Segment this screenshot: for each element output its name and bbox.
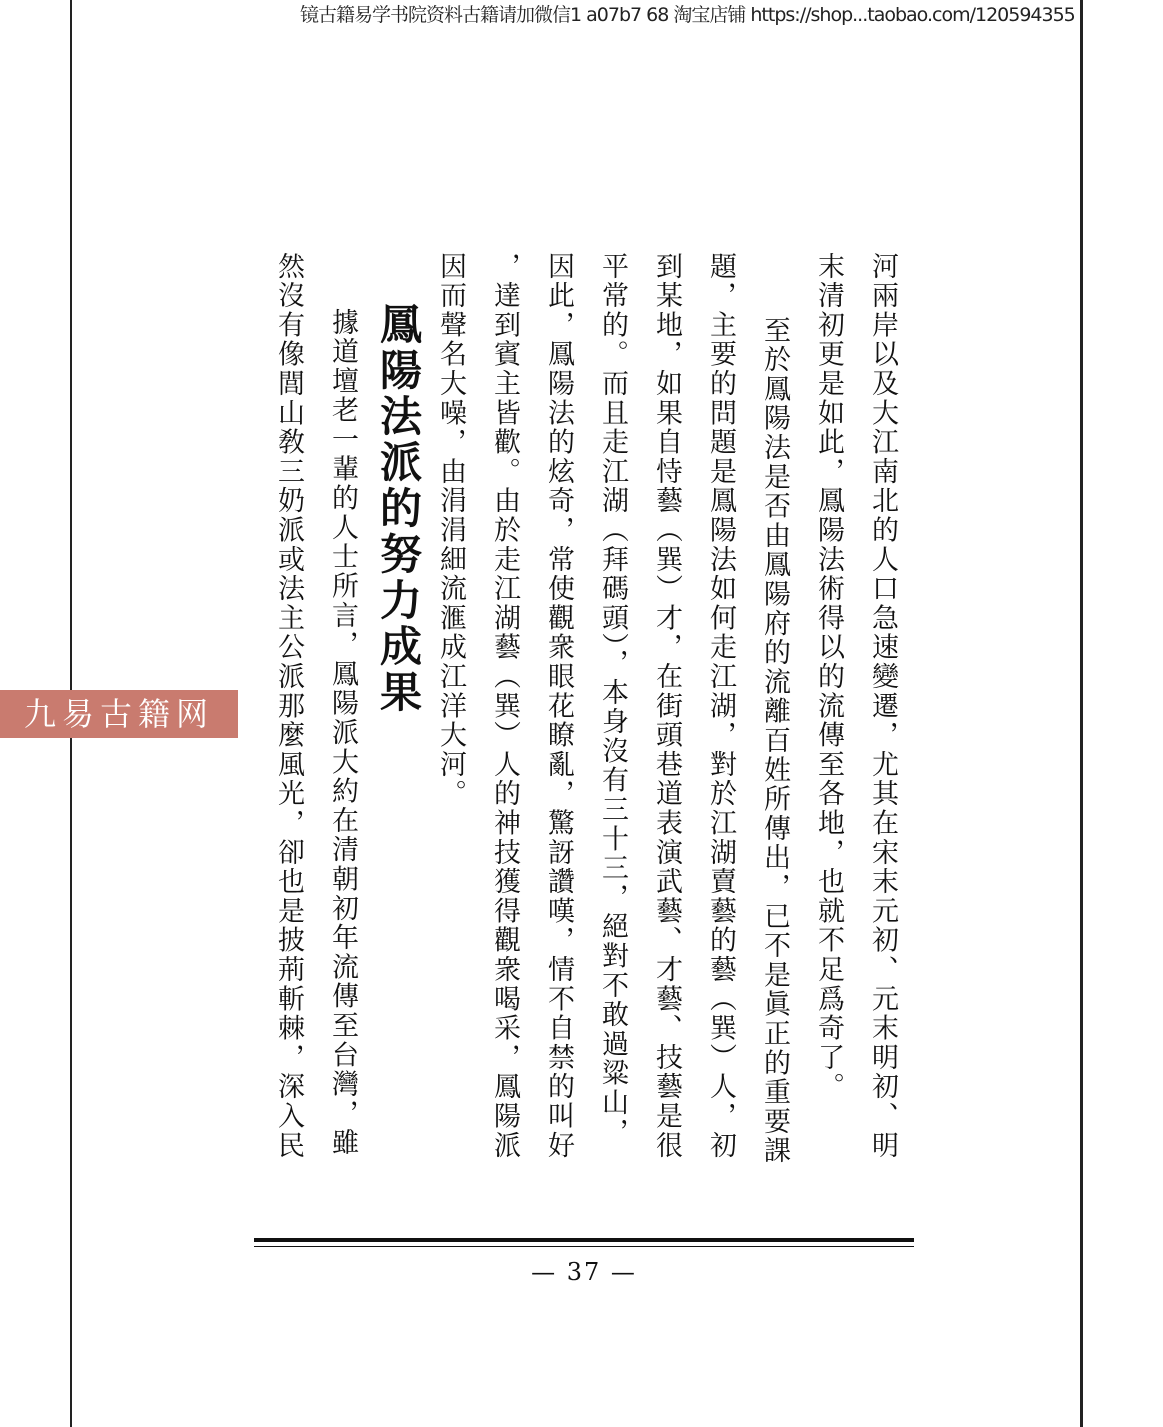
text-column-6: 平常的。而且走江湖（拜碼頭），本身沒有三十三，絕對不敢過粱山， xyxy=(597,252,628,1147)
text-column-3: 至於鳳陽法是否由鳳陽府的流離百姓所傳出，已不是眞正的重要課 xyxy=(759,316,790,1166)
page-number: — 37 — xyxy=(531,1258,637,1286)
text-column-4: 題，主要的問題是鳳陽法如何走江湖，對於江湖賣藝的藝（巽）人，初 xyxy=(705,252,736,1161)
text-column-7: 因此，鳳陽法的炫奇，常使觀衆眼花瞭亂，驚訝讚嘆，情不自禁的叫好 xyxy=(543,252,574,1161)
page-border-right xyxy=(1080,0,1083,1427)
text-column-9: 因而聲名大噪，由涓涓細流滙成江洋大河。 xyxy=(435,252,466,809)
footer-rule-thick xyxy=(254,1238,914,1242)
watermark-text: 镜古籍易学书院资料古籍请加微信1 a07b7 68 淘宝店铺 https://shop...taobao.com/120594355 xyxy=(300,4,1075,26)
text-column-2: 末清初更是如此，鳳陽法術得以的流傳至各地，也就不足爲奇了。 xyxy=(813,252,844,1102)
text-column-5: 到某地，如果自恃藝（巽）才，在街頭巷道表演武藝、才藝、技藝是很 xyxy=(651,252,682,1161)
text-column-8: ，達到賓主皆歡。由於走江湖藝（巽）人的神技獲得觀衆喝采，鳳陽派 xyxy=(489,252,520,1161)
site-stamp: 九易古籍网 xyxy=(0,690,238,738)
section-heading: 鳳陽法派的努力成果 xyxy=(374,302,423,716)
text-column-11: 然沒有像閭山敎三奶派或法主公派那麼風光，卻也是披荊斬棘，深入民 xyxy=(273,252,304,1161)
text-column-1: 河兩岸以及大江南北的人口急速變遷，尤其在宋末元初、元末明初、明 xyxy=(867,252,898,1161)
footer-rule-thin xyxy=(254,1246,914,1247)
text-column-10: 據道壇老一輩的人士所言，鳳陽派大約在清朝初年流傳至台灣，雖 xyxy=(327,308,358,1158)
